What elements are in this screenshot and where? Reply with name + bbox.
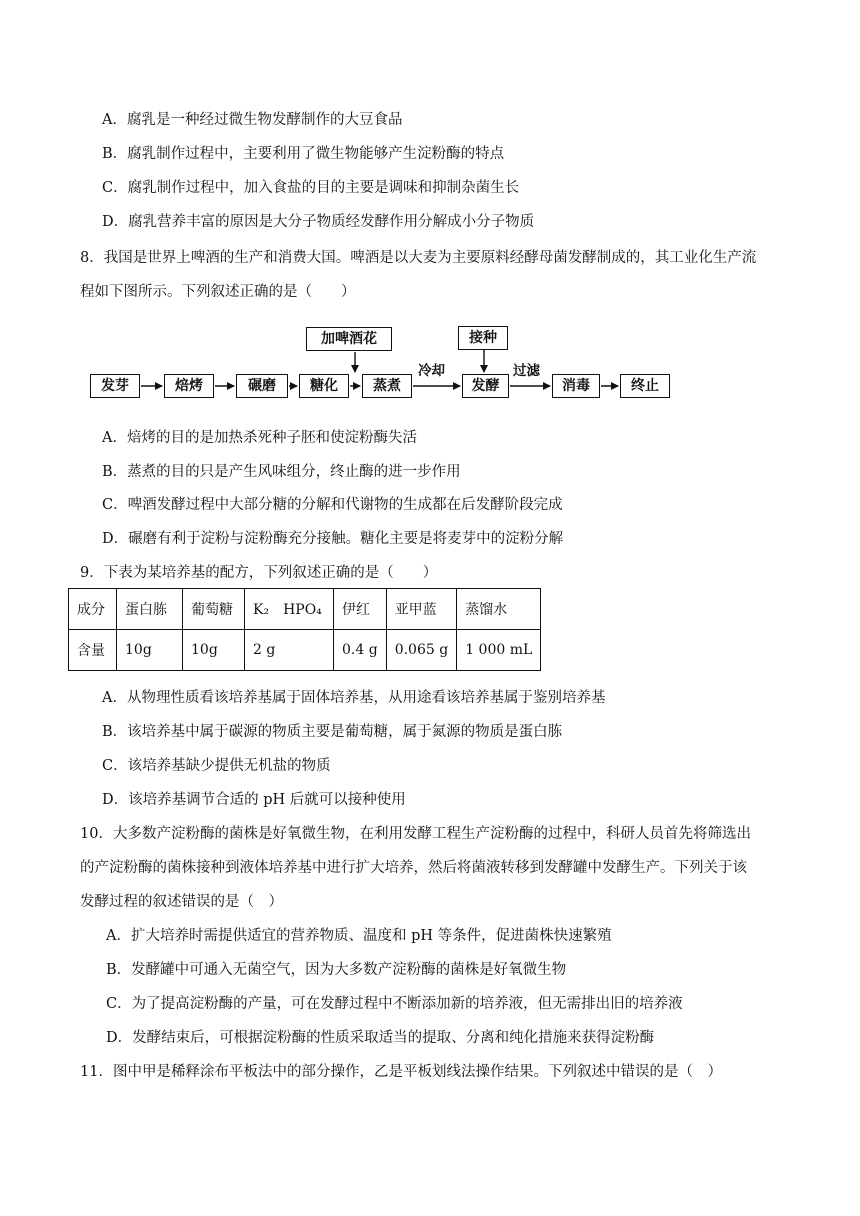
q10-stem-line3: 发酵过程的叙述错误的是（ ） [80,894,283,910]
table-cell: 蛋白胨 [117,589,183,630]
medium-formula-table [68,588,541,671]
q8-stem-line2: 程如下图所示。下列叙述正确的是（ ） [80,284,356,300]
step-saccharification: 糖化 [299,374,349,398]
table-cell: 1 000 mL [457,630,541,671]
q8-stem-line1: 8．我国是世界上啤酒的生产和消费大国。啤酒是以大麦为主要原料经酵母菌发酵制成的，其工业化生产流 [80,250,757,266]
q10-option-d: D．发酵结束后，可根据淀粉酶的性质采取适当的提取、分离和纯化措施来获得淀粉酶 [106,1030,655,1046]
step-fermentation: 发酵 [462,374,509,398]
q8-option-c: C．啤酒发酵过程中大部分糖的分解和代谢物的生成都在后发酵阶段完成 [102,497,563,513]
step-termination: 终止 [620,374,670,398]
q9-option-c: C．该培养基缺少提供无机盐的物质 [102,758,331,774]
label-cooling: 冷却 [418,363,445,379]
q10-option-b: B．发酵罐中可通入无菌空气，因为大多数产淀粉酶的菌株是好氧微生物 [106,962,567,978]
q10-option-a: A．扩大培养时需提供适宜的营养物质、温度和 pH 等条件，促进菌株快速繁殖 [106,928,612,944]
q7-option-a: A．腐乳是一种经过微生物发酵制作的大豆食品 [102,112,403,128]
table-cell: 葡萄糖 [183,589,245,630]
q7-option-b: B．腐乳制作过程中，主要利用了微生物能够产生淀粉酶的特点 [102,146,505,162]
input-inoculate: 接种 [458,326,508,350]
beer-process-flowchart [90,322,690,412]
q9-option-a: A．从物理性质看该培养基属于固体培养基，从用途看该培养基属于鉴别培养基 [102,690,606,706]
table-cell: 亚甲蓝 [386,589,457,630]
q10-option-c: C．为了提高淀粉酶的产量，可在发酵过程中不断添加新的培养液，但无需排出旧的培养液 [106,996,683,1012]
step-grinding: 碾磨 [236,374,288,398]
label-filtering: 过滤 [513,363,540,379]
q9-option-d: D．该培养基调节合适的 pH 后就可以接种使用 [102,792,406,808]
table-cell: 含量 [69,630,117,671]
step-roasting: 焙烤 [164,374,214,398]
q8-option-a: A．焙烤的目的是加热杀死种子胚和使淀粉酶失活 [102,430,417,446]
table-cell: 10g [117,630,183,671]
step-germination: 发芽 [90,374,140,398]
q8-option-d: D．碾磨有利于淀粉与淀粉酶充分接触。糖化主要是将麦芽中的淀粉分解 [102,531,564,547]
input-add-hops: 加啤酒花 [306,327,392,351]
table-cell: K₂ HPO₄ [245,589,334,630]
table-cell: 0.4 g [334,630,387,671]
table-cell: 伊红 [334,589,387,630]
table-cell: 成分 [69,589,117,630]
q11-stem: 11．图中甲是稀释涂布平板法中的部分操作，乙是平板划线法操作结果。下列叙述中错误的是（ ） [80,1064,722,1080]
q10-stem-line2: 的产淀粉酶的菌株接种到液体培养基中进行扩大培养，然后将菌液转移到发酵罐中发酵生产。下列关于该 [80,860,747,876]
q7-option-d: D．腐乳营养丰富的原因是大分子物质经发酵作用分解成小分子物质 [102,214,535,230]
table-row [69,630,541,671]
table-cell: 2 g [245,630,334,671]
q9-stem: 9．下表为某培养基的配方，下列叙述正确的是（ ） [80,565,438,581]
q8-option-b: B．蒸煮的目的只是产生风味组分，终止酶的进一步作用 [102,464,461,480]
q10-stem-line1: 10．大多数产淀粉酶的菌株是好氧微生物，在利用发酵工程生产淀粉酶的过程中，科研人员首先将筛选出 [80,826,751,842]
table-cell: 蒸馏水 [457,589,541,630]
table-cell: 0.065 g [386,630,457,671]
step-boiling: 蒸煮 [362,374,412,398]
q9-option-b: B．该培养基中属于碳源的物质主要是葡萄糖，属于氮源的物质是蛋白胨 [102,724,563,740]
q7-option-c: C．腐乳制作过程中，加入食盐的目的主要是调味和抑制杂菌生长 [102,180,520,196]
table-row [69,589,541,630]
step-disinfection: 消毒 [552,374,600,398]
table-cell: 10g [183,630,245,671]
